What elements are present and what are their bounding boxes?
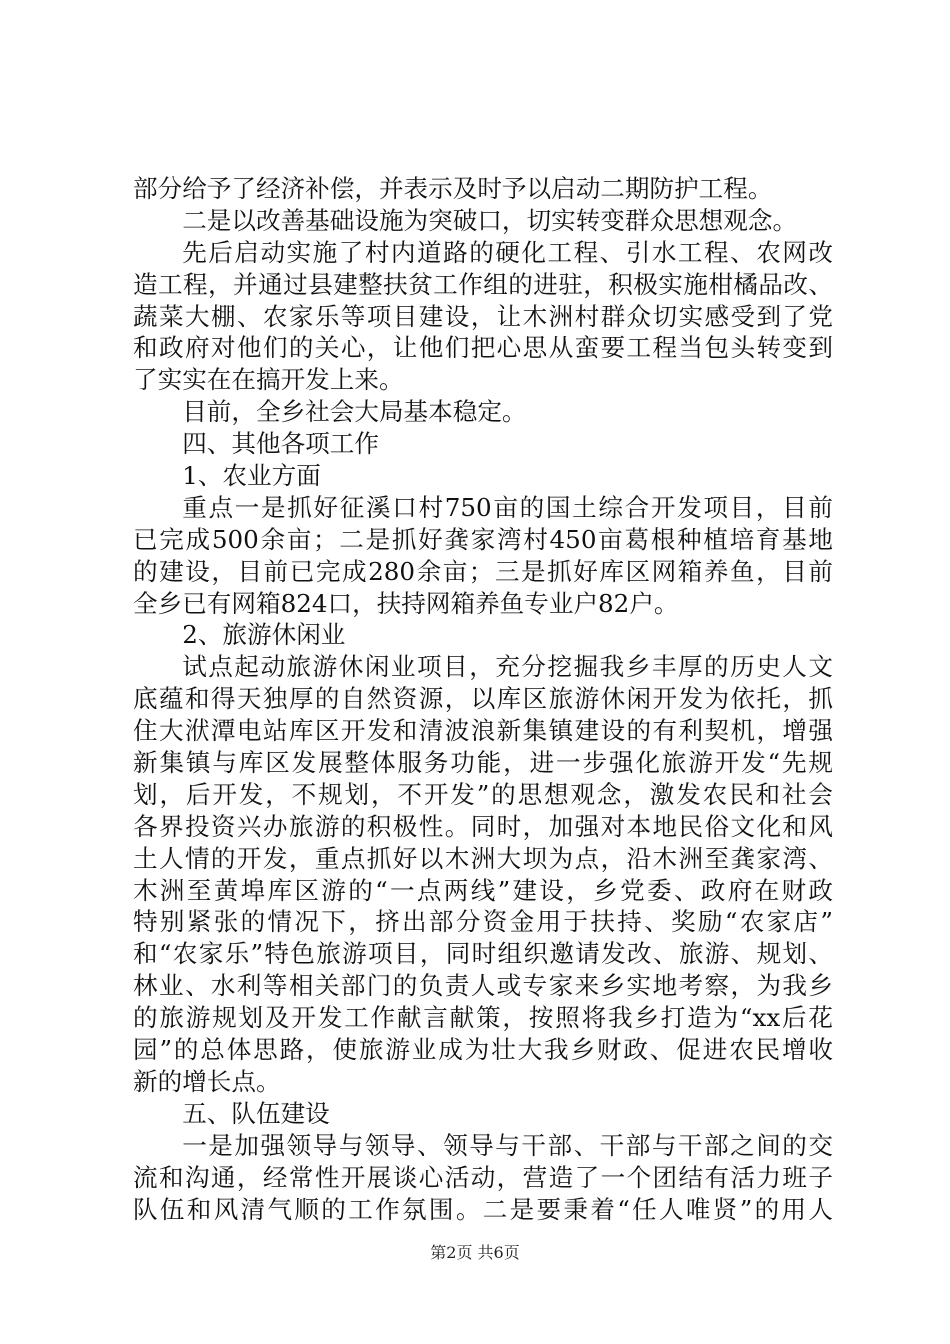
text-line: 特别紧张的情况下，挤出部分资金用于扶持、奖励“农家店”	[133, 907, 833, 937]
text-line: 和“农家乐”特色旅游项目，同时组织邀请发改、旅游、规划、	[133, 939, 833, 969]
text-line: 五、队伍建设	[182, 1098, 330, 1128]
text-line: 部分给予了经济补偿，并表示及时予以启动二期防护工程。	[133, 174, 773, 203]
text-line: 的旅游规划及开发工作献言献策，按照将我乡打造为“xx后花	[133, 1003, 833, 1033]
text-line: 和政府对他们的关心，让他们把心思从蛮要工程当包头转变到	[133, 333, 833, 363]
text-line: 2、旅游休闲业	[182, 620, 346, 650]
text-line: 目前，全乡社会大局基本稳定。	[182, 397, 527, 427]
text-line: 的建设，目前已完成280余亩；三是抓好库区网箱养鱼，目前	[133, 556, 833, 586]
text-line: 四、其他各项工作	[182, 429, 379, 459]
text-line: 林业、水利等相关部门的负责人或专家来乡实地考察，为我乡	[133, 971, 833, 1001]
text-line: 各界投资兴办旅游的积极性。同时，加强对本地民俗文化和风	[133, 811, 833, 841]
text-line: 蔬菜大棚、农家乐等项目建设，让木洲村群众切实感受到了党	[133, 301, 833, 331]
text-line: 土人情的开发，重点抓好以木洲大坝为点，沿木洲至龚家湾、	[133, 843, 833, 873]
text-line: 新集镇与库区发展整体服务功能，进一步强化旅游开发“先规	[133, 748, 833, 778]
text-line: 木洲至黄埠库区游的“一点两线”建设，乡党委、政府在财政	[133, 875, 833, 905]
document-body	[133, 173, 833, 1225]
text-line: 先后启动实施了村内道路的硬化工程、引水工程、农网改	[182, 237, 833, 267]
text-line: 流和沟通，经常性开展谈心活动，营造了一个团结有活力班子	[133, 1162, 833, 1192]
text-line: 了实实在在搞开发上来。	[133, 365, 404, 395]
page-footer: 第2页 共6页	[430, 1243, 520, 1262]
text-line: 全乡已有网箱824口，扶持网箱养鱼专业户82户。	[133, 588, 679, 618]
text-line: 重点一是抓好征溪口村750亩的国土综合开发项目，目前	[182, 492, 833, 522]
text-line: 造工程，并通过县建整扶贫工作组的进驻，积极实施柑橘品改、	[133, 269, 833, 299]
text-line: 试点起动旅游休闲业项目，充分挖掘我乡丰厚的历史人文	[182, 652, 833, 682]
text-line: 住大洑潭电站库区开发和清波浪新集镇建设的有利契机，增强	[133, 716, 833, 746]
text-line: 1、农业方面	[182, 461, 321, 491]
text-line: 队伍和风清气顺的工作氛围。二是要秉着“任人唯贤”的用人	[133, 1194, 833, 1224]
text-line: 已完成500余亩；二是抓好龚家湾村450亩葛根种植培育基地	[133, 524, 833, 554]
text-line: 新的增长点。	[133, 1066, 281, 1096]
text-line: 划，后开发，不规划，不开发”的思想观念，激发农民和社会	[133, 779, 833, 809]
text-line: 一是加强领导与领导、领导与干部、干部与干部之间的交	[182, 1130, 833, 1160]
text-line: 二是以改善基础设施为突破口，切实转变群众思想观念。	[182, 205, 798, 235]
text-line: 园”的总体思路，使旅游业成为壮大我乡财政、促进农民增收	[133, 1035, 833, 1065]
text-line: 底蕴和得天独厚的自然资源，以库区旅游休闲开发为依托，抓	[133, 684, 833, 714]
